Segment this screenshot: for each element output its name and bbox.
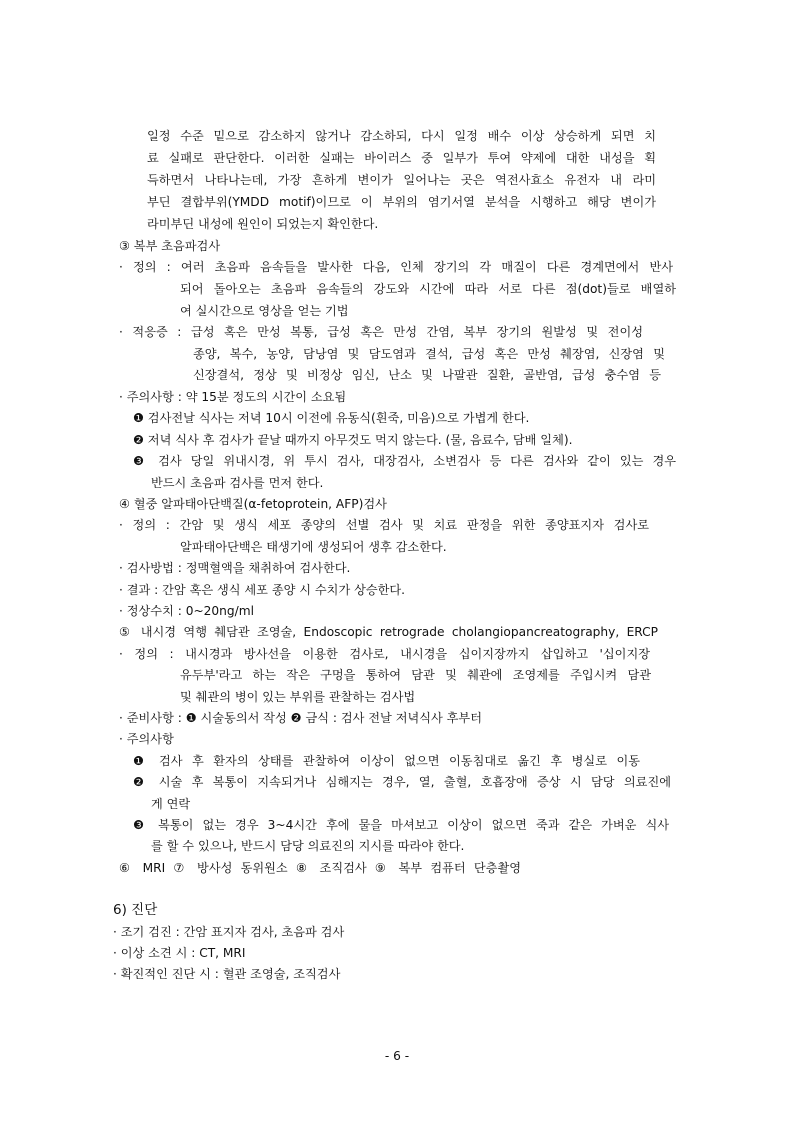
diagnosis-item: · 조기 검진 : 간암 표지자 검사, 초음파 검사: [113, 925, 345, 939]
caution-item: 반드시 초음파 검사를 먼저 한다.: [151, 476, 324, 490]
caution-item: 게 연락: [151, 797, 191, 811]
other-tests-line: ⑥ MRI ⑦ 방사성 동위원소 ⑧ 조직검사 ⑨ 복부 컴퓨터 단층촬영: [119, 861, 521, 875]
caution-line: · 주의사항: [119, 732, 174, 746]
caution-item: ❷ 저녁 식사 후 검사가 끝날 때까지 아무것도 먹지 않는다. (물, 음료수, 담배 일체).: [133, 433, 573, 447]
indication-line: 종양, 복수, 농양, 담낭염 및 담도염과 결석, 급성 혹은 만성 췌장염, 신장염 및: [193, 347, 665, 361]
page-number: - 6 -: [384, 1049, 410, 1063]
section-heading: ④ 혈중 알파태아단백질(α-fetoprotein, AFP)검사: [119, 497, 387, 511]
caution-item: 를 할 수 있으나, 반드시 담당 의료진의 지시를 따라야 한다.: [151, 839, 465, 853]
paragraph-line: 일정 수준 밑으로 감소하지 않거나 감소하되, 다시 일정 배수 이상 상승하게 되면 치: [147, 129, 656, 143]
preparation-line: · 준비사항 : ❶ 시술동의서 작성 ❷ 금식 : 검사 전날 저녁식사 후부터: [119, 711, 482, 725]
definition-line: 유두부'라고 하는 작은 구멍을 통하여 담관 및 췌관에 조영제를 주입시켜 담관: [180, 668, 651, 682]
definition-line: · 정의 : 간암 및 생식 세포 종양의 선별 검사 및 치료 판정을 위한 종양표지자 검사로: [119, 518, 649, 532]
caution-item: ❷ 시술 후 복통이 지속되거나 심해지는 경우, 열, 출혈, 호흡장애 증상 시 담당 의료진에: [133, 775, 671, 789]
definition-line: · 정의 : 내시경과 방사선을 이용한 검사로, 내시경을 십이지장까지 삽입하고 '십이지장: [119, 647, 650, 661]
definition-line: 여 실시간으로 영상을 얻는 기법: [180, 304, 349, 318]
caution-item: ❶ 검사전날 식사는 저녁 10시 이전에 유동식(흰죽, 미음)으로 가볍게 한다.: [133, 411, 530, 425]
caution-item: ❸ 복통이 없는 경우 3~4시간 후에 물을 마셔보고 이상이 없으면 죽과 같은 가벼운 식사: [133, 818, 669, 832]
caution-item: ❶ 검사 후 환자의 상태를 관찰하여 이상이 없으면 이동침대로 옮긴 후 병실로 이동: [133, 754, 640, 768]
paragraph-line: 라미부딘 내성에 원인이 되었는지 확인한다.: [147, 217, 379, 231]
caution-item: ❸ 검사 당일 위내시경, 위 투시 검사, 대장검사, 소변검사 등 다른 검사와 같이 있는 경우: [133, 454, 676, 468]
result-line: · 결과 : 간암 혹은 생식 세포 종양 시 수치가 상승한다.: [119, 583, 406, 597]
method-line: · 검사방법 : 정맥혈액을 채취하여 검사한다.: [119, 561, 351, 575]
section-heading: ⑤ 내시경 역행 췌담관 조영술, Endoscopic retrograde cholangiopancreatography, ERCP: [119, 625, 658, 639]
definition-line: 및 췌관의 병이 있는 부위를 관찰하는 검사법: [180, 690, 416, 704]
indication-line: 신장결석, 정상 및 비정상 임신, 난소 및 나팔관 질환, 골반염, 급성 충수염 등: [193, 368, 661, 382]
definition-line: · 정의 : 여러 초음파 음속들을 발사한 다음, 인체 장기의 각 매질이 다른 경계면에서 반사: [119, 260, 673, 274]
normal-value-line: · 정상수치 : 0~20ng/ml: [119, 604, 254, 618]
diagnosis-item: · 이상 소견 시 : CT, MRI: [113, 946, 246, 960]
diagnosis-heading: 6) 진단: [113, 902, 158, 918]
paragraph-line: 부딘 결합부위(YMDD motif)이므로 이 부위의 염기서열 분석을 시행하고 해당 변이가: [147, 195, 656, 209]
section-heading: ③ 복부 초음파검사: [119, 239, 221, 253]
indication-line: · 적응증 : 급성 혹은 만성 복통, 급성 혹은 만성 간염, 복부 장기의 원발성 및 전이성: [119, 325, 643, 339]
caution-line: · 주의사항 : 약 15분 정도의 시간이 소요됨: [119, 390, 347, 404]
definition-line: 알파태아단백은 태생기에 생성되어 생후 감소한다.: [180, 540, 447, 554]
diagnosis-item: · 확진적인 진단 시 : 혈관 조영술, 조직검사: [113, 967, 341, 981]
paragraph-line: 료 실패로 판단한다. 이러한 실패는 바이러스 중 일부가 투여 약제에 대한 내성을 획: [147, 151, 656, 165]
definition-line: 되어 돌아오는 초음파 음속들의 강도와 시간에 따라 서로 다른 점(dot)들로 배열하: [180, 282, 676, 296]
paragraph-line: 득하면서 나타나는데, 가장 흔하게 변이가 일어나는 곳은 역전사효소 유전자 내 라미: [147, 173, 656, 187]
